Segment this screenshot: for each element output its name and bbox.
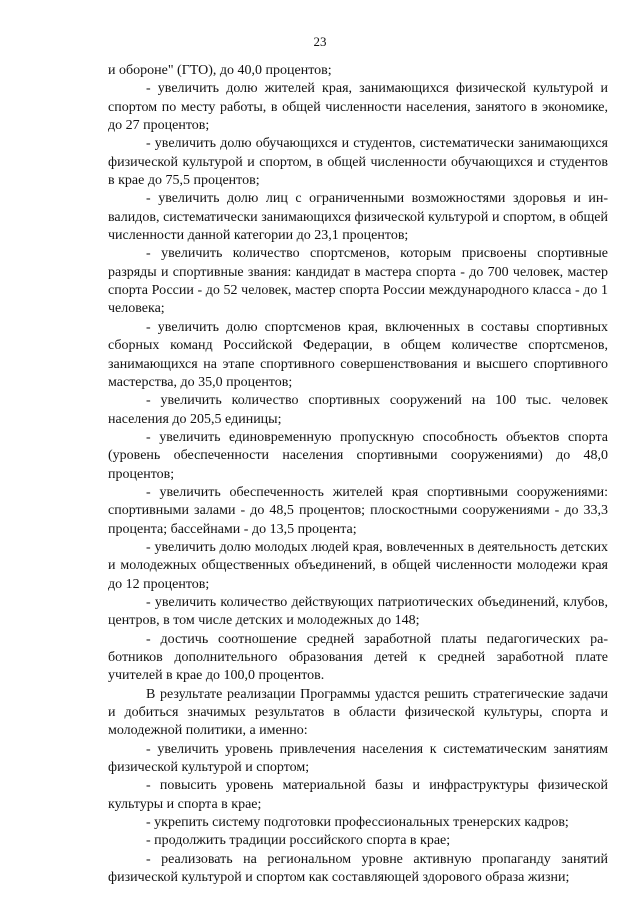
paragraph: - увеличить долю молодых людей края, вовлеченных в деятельность детских и молодежных общественных объединений, в общей численности молодежи края до 12 процентов; <box>108 539 608 592</box>
paragraph: - увеличить единовременную пропускную способность объектов спорта (уровень обеспеченности населения спортивными сооружениями) до 48,0 процентов; <box>108 429 608 482</box>
paragraph: - увеличить долю спортсменов края, включенных в составы спортивных сборных команд Российской Федерации, в общем количестве спортсменов, занимающихся на этапе спортивного совершенствования и высшего спортивного мастерства, до 35,0 процентов; <box>108 319 608 390</box>
page-number: 23 <box>313 34 327 49</box>
paragraph: - реализовать на региональном уровне активную пропаганду занятий физической культурой и спортом как составляющей здорового образа жизни; <box>108 851 608 886</box>
paragraph: - увеличить долю обучающихся и студентов, систематически занимающихся физической культурой и спортом, в общей численности обучающихся и студентов в крае до 75,5 процентов; <box>108 136 608 189</box>
paragraph: - укрепить систему подготовки профессиональных тренерских кадров; <box>146 815 569 831</box>
paragraph: - повысить уровень материальной базы и инфраструктуры физической культуры и спорта в крае; <box>108 778 608 812</box>
paragraph: и обороне" (ГТО), до 40,0 процентов; <box>108 63 332 78</box>
document-body <box>108 62 608 887</box>
paragraph: - увеличить количество действующих патриотических объединений, клубов, центров, в том числе детских и молодежных до 148; <box>108 594 608 629</box>
paragraph: - увеличить долю жителей края, занимающихся физической культурой и спортом по месту работы, в общей численности населения, занятого в экономике, до 27 процентов; <box>108 81 608 134</box>
paragraph: В результате реализации Программы удастся решить стратегические задачи и добиться значимых результатов в области физической культуры, спорта и молодежной политики, а именно: <box>108 686 608 739</box>
paragraph: - увеличить уровень привлечения населения к систематическим занятиям физической культурой и спортом; <box>108 741 608 776</box>
paragraph: - увеличить количество спортивных сооружений на 100 тыс. человек населения до 205,5 единицы; <box>108 393 608 427</box>
paragraph: - увеличить количество спортсменов, которым присвоены спортивные разряды и спортивные звания: кандидат в мастера спорта - до 700 человек, мастер спорта России - до 52 человек, мастер спорта России международного класса - до 1 человека; <box>108 246 608 317</box>
paragraph: - увеличить долю лиц с ограниченными возможностями здоровья и инвалидов, систематически занимающихся физической культурой и спортом, в общей численности данной категории до 23,1 процентов; <box>108 191 608 244</box>
paragraph: - увеличить обеспеченность жителей края спортивными сооружениями: спортивными залами - до 48,5 процентов; плоскостными сооружениями - до 33,3 процента; бассейнами - до 13,5 процента; <box>108 484 608 537</box>
paragraph: - достичь соотношение средней заработной платы педагогических работников дополнительного образования детей к средней заработной плате учителей в крае до 100,0 процентов. <box>108 631 608 684</box>
paragraph: - продолжить традиции российского спорта в крае; <box>146 833 451 849</box>
